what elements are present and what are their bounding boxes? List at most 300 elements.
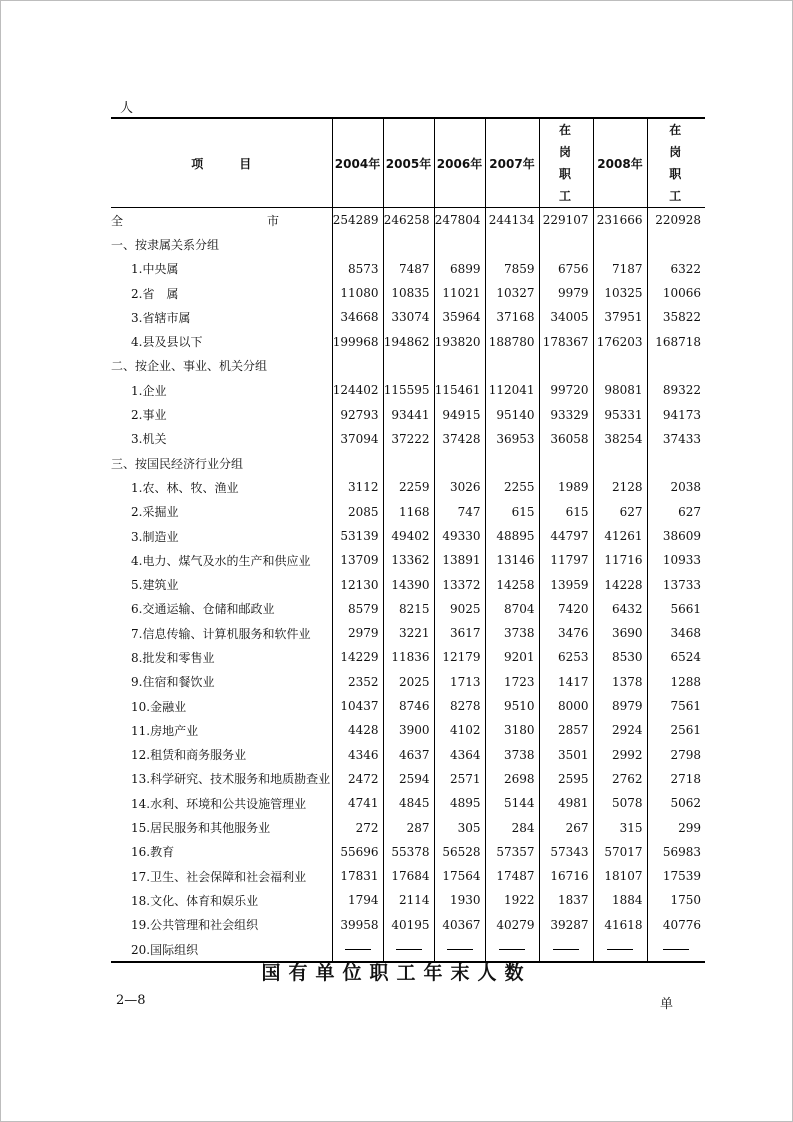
row-label-text: 1.农、林、牧、渔业 — [131, 480, 239, 495]
value-cell: 94915 — [434, 402, 485, 426]
value-cell: 7487 — [383, 257, 434, 281]
value-cell: 168718 — [647, 329, 705, 353]
value-cell: 11797 — [539, 548, 593, 572]
table-row — [111, 913, 705, 937]
value-cell: 35822 — [647, 305, 705, 329]
value-cell: 2128 — [593, 475, 647, 499]
row-label-text: 14.水利、环境和公共设施管理业 — [131, 796, 307, 811]
value-cell: 1723 — [485, 670, 539, 694]
value-cell: 13959 — [539, 572, 593, 596]
table-row — [111, 354, 705, 378]
row-label-text: 5.建筑业 — [131, 578, 179, 593]
empty-dash — [607, 949, 633, 950]
value-cell: 2762 — [593, 767, 647, 791]
value-cell: 89322 — [647, 378, 705, 402]
value-cell: 193820 — [434, 329, 485, 353]
column-header-2007: 2007年 — [485, 118, 539, 208]
table-row — [111, 767, 705, 791]
value-cell: 49330 — [434, 524, 485, 548]
table-code: 2—8 — [116, 993, 146, 1008]
table-row — [111, 402, 705, 426]
value-cell: 37433 — [647, 427, 705, 451]
row-label-text: 2.事业 — [131, 408, 167, 423]
value-cell: 13146 — [485, 548, 539, 572]
value-cell: 41261 — [593, 524, 647, 548]
value-cell: 3900 — [383, 718, 434, 742]
value-cell: 1884 — [593, 888, 647, 912]
row-label-text: 全 市 — [111, 213, 320, 228]
value-cell: 2924 — [593, 718, 647, 742]
value-cell — [332, 451, 383, 475]
value-cell: 2594 — [383, 767, 434, 791]
value-cell: 1922 — [485, 888, 539, 912]
empty-dash — [663, 949, 689, 950]
employment-table — [111, 117, 714, 963]
value-cell: 13891 — [434, 548, 485, 572]
value-cell: 194862 — [383, 329, 434, 353]
table-row — [111, 232, 705, 256]
value-cell: 2352 — [332, 670, 383, 694]
row-label-text: 二、按企业、事业、机关分组 — [111, 359, 268, 374]
value-cell: 3501 — [539, 743, 593, 767]
value-cell: 37428 — [434, 427, 485, 451]
column-header-on-post-2007 — [539, 118, 604, 208]
value-cell: 3617 — [434, 621, 485, 645]
row-label-text: 15.居民服务和其他服务业 — [131, 821, 271, 836]
value-cell: 1713 — [434, 670, 485, 694]
value-cell: 40367 — [434, 913, 485, 937]
value-cell: 2259 — [383, 475, 434, 499]
value-cell: 5078 — [593, 791, 647, 815]
value-cell — [593, 354, 647, 378]
value-cell: 112041 — [485, 378, 539, 402]
unit-label-tail: 人 — [120, 101, 134, 116]
column-header-2005: 2005年 — [383, 118, 434, 208]
value-cell: 14229 — [332, 645, 383, 669]
empty-dash — [447, 949, 473, 950]
value-cell — [332, 232, 383, 256]
value-cell: 9025 — [434, 597, 485, 621]
row-label — [111, 670, 332, 694]
value-cell: 10835 — [383, 281, 434, 305]
value-cell — [647, 451, 705, 475]
row-label — [111, 694, 332, 718]
value-cell: 12179 — [434, 645, 485, 669]
row-label-text: 11.房地产业 — [131, 723, 199, 738]
value-cell: 9510 — [485, 694, 539, 718]
value-cell: 37222 — [383, 427, 434, 451]
value-cell: 98081 — [593, 378, 647, 402]
empty-dash — [345, 949, 371, 950]
table-body — [111, 208, 705, 963]
value-cell: 8000 — [539, 694, 593, 718]
value-cell — [383, 354, 434, 378]
table-row — [111, 524, 705, 548]
row-label — [111, 232, 332, 256]
value-cell: 115461 — [434, 378, 485, 402]
row-label-text: 18.文化、体育和娱乐业 — [131, 893, 259, 908]
value-cell: 231666 — [593, 208, 647, 233]
value-cell: 8704 — [485, 597, 539, 621]
value-cell: 13362 — [383, 548, 434, 572]
value-cell: 38609 — [647, 524, 705, 548]
table-row — [111, 378, 705, 402]
table-row — [111, 475, 705, 499]
value-cell: 34668 — [332, 305, 383, 329]
value-cell: 57343 — [539, 840, 593, 864]
row-label — [111, 305, 332, 329]
value-cell: 93329 — [539, 402, 593, 426]
value-cell: 4845 — [383, 791, 434, 815]
value-cell: 34005 — [539, 305, 593, 329]
value-cell: 56528 — [434, 840, 485, 864]
value-cell: 2798 — [647, 743, 705, 767]
value-cell: 8215 — [383, 597, 434, 621]
value-cell — [593, 451, 647, 475]
value-cell: 17684 — [383, 864, 434, 888]
table-row — [111, 791, 705, 815]
row-label — [111, 888, 332, 912]
row-label-text: 3.机关 — [131, 432, 167, 447]
value-cell: 4102 — [434, 718, 485, 742]
value-cell: 17564 — [434, 864, 485, 888]
table-row — [111, 500, 705, 524]
value-cell: 2085 — [332, 500, 383, 524]
value-cell — [539, 354, 593, 378]
value-cell: 4981 — [539, 791, 593, 815]
value-cell: 4637 — [383, 743, 434, 767]
row-label-text: 2.采掘业 — [131, 505, 179, 520]
value-cell: 3112 — [332, 475, 383, 499]
value-cell: 3690 — [593, 621, 647, 645]
value-cell: 56983 — [647, 840, 705, 864]
value-cell: 17539 — [647, 864, 705, 888]
value-cell: 17831 — [332, 864, 383, 888]
value-cell: 1288 — [647, 670, 705, 694]
value-cell: 14258 — [485, 572, 539, 596]
value-cell: 17487 — [485, 864, 539, 888]
value-cell: 1930 — [434, 888, 485, 912]
value-cell: 3221 — [383, 621, 434, 645]
value-cell: 4346 — [332, 743, 383, 767]
value-cell: 8579 — [332, 597, 383, 621]
row-label-text: 2.省 属 — [131, 286, 179, 301]
row-label — [111, 913, 332, 937]
value-cell: 57017 — [593, 840, 647, 864]
value-cell: 7561 — [647, 694, 705, 718]
value-cell: 16716 — [539, 864, 593, 888]
table-row — [111, 815, 705, 839]
value-cell: 6756 — [539, 257, 593, 281]
value-cell: 1168 — [383, 500, 434, 524]
value-cell: 40279 — [485, 913, 539, 937]
value-cell: 5661 — [647, 597, 705, 621]
value-cell: 6524 — [647, 645, 705, 669]
value-cell: 627 — [593, 500, 647, 524]
row-label-text: 一、按隶属关系分组 — [111, 237, 220, 252]
value-cell: 2992 — [593, 743, 647, 767]
value-cell — [647, 354, 705, 378]
empty-dash — [499, 949, 525, 950]
value-cell: 40776 — [647, 913, 705, 937]
value-cell: 2979 — [332, 621, 383, 645]
value-cell: 11836 — [383, 645, 434, 669]
row-label-text: 1.企业 — [131, 383, 167, 398]
value-cell: 2718 — [647, 767, 705, 791]
value-cell: 8530 — [593, 645, 647, 669]
row-label-text: 3.省辖市属 — [131, 310, 191, 325]
value-cell — [539, 232, 593, 256]
value-cell: 33074 — [383, 305, 434, 329]
page-title: 国有单位职工年末人数 — [261, 962, 532, 984]
value-cell: 1378 — [593, 670, 647, 694]
table-row — [111, 208, 705, 233]
value-cell: 11716 — [593, 548, 647, 572]
value-cell: 11080 — [332, 281, 383, 305]
value-cell: 2114 — [383, 888, 434, 912]
value-cell — [434, 451, 485, 475]
value-cell: 5062 — [647, 791, 705, 815]
value-cell: 7420 — [539, 597, 593, 621]
value-cell: 3180 — [485, 718, 539, 742]
row-label — [111, 815, 332, 839]
value-cell: 92793 — [332, 402, 383, 426]
row-label — [111, 524, 332, 548]
table-row — [111, 329, 705, 353]
value-cell: 10437 — [332, 694, 383, 718]
value-cell: 2571 — [434, 767, 485, 791]
row-label-text: 19.公共管理和社会组织 — [131, 918, 259, 933]
value-cell: 10066 — [647, 281, 705, 305]
row-label — [111, 354, 332, 378]
table-row — [111, 548, 705, 572]
row-label — [111, 743, 332, 767]
row-label-text: 12.租赁和商务服务业 — [131, 748, 247, 763]
table-row — [111, 621, 705, 645]
value-cell: 6322 — [647, 257, 705, 281]
row-label — [111, 621, 332, 645]
row-label-text: 7.信息传输、计算机服务和软件业 — [131, 626, 311, 641]
value-cell: 44797 — [539, 524, 593, 548]
row-label — [111, 572, 332, 596]
value-cell — [485, 354, 539, 378]
value-cell: 3026 — [434, 475, 485, 499]
value-cell: 176203 — [593, 329, 647, 353]
row-label — [111, 329, 332, 353]
row-label-text: 1.中央属 — [131, 262, 179, 277]
value-cell: 4428 — [332, 718, 383, 742]
value-cell: 41618 — [593, 913, 647, 937]
row-label-text: 4.电力、煤气及水的生产和供应业 — [131, 553, 311, 568]
value-cell: 305 — [434, 815, 485, 839]
row-label — [111, 548, 332, 572]
column-header-line: 职 工 — [558, 167, 604, 203]
row-label — [111, 402, 332, 426]
value-cell: 35964 — [434, 305, 485, 329]
value-cell: 13372 — [434, 572, 485, 596]
value-cell: 199968 — [332, 329, 383, 353]
row-label-text: 三、按国民经济行业分组 — [111, 456, 244, 471]
value-cell: 10327 — [485, 281, 539, 305]
value-cell: 37951 — [593, 305, 647, 329]
column-header-2006: 2006年 — [434, 118, 485, 208]
value-cell: 615 — [485, 500, 539, 524]
value-cell: 38254 — [593, 427, 647, 451]
table-row — [111, 305, 705, 329]
table-row — [111, 257, 705, 281]
value-cell: 10325 — [593, 281, 647, 305]
value-cell: 3738 — [485, 743, 539, 767]
value-cell: 2561 — [647, 718, 705, 742]
value-cell: 315 — [593, 815, 647, 839]
value-cell — [332, 354, 383, 378]
value-cell: 55696 — [332, 840, 383, 864]
value-cell: 93441 — [383, 402, 434, 426]
value-cell: 13733 — [647, 572, 705, 596]
value-cell: 2255 — [485, 475, 539, 499]
row-label — [111, 257, 332, 281]
row-label-text: 16.教育 — [131, 845, 175, 860]
column-header-line: 职 工 — [669, 167, 714, 203]
row-label-text: 6.交通运输、仓储和邮政业 — [131, 602, 275, 617]
value-cell: 36953 — [485, 427, 539, 451]
value-cell — [383, 232, 434, 256]
value-cell: 53139 — [332, 524, 383, 548]
value-cell: 115595 — [383, 378, 434, 402]
value-cell: 178367 — [539, 329, 593, 353]
value-cell: 39287 — [539, 913, 593, 937]
row-label — [111, 597, 332, 621]
value-cell: 2472 — [332, 767, 383, 791]
value-cell: 2595 — [539, 767, 593, 791]
value-cell: 5144 — [485, 791, 539, 815]
value-cell: 247804 — [434, 208, 485, 233]
column-header-on-post-2008 — [647, 118, 714, 208]
value-cell: 229107 — [539, 208, 593, 233]
value-cell: 7187 — [593, 257, 647, 281]
value-cell — [434, 354, 485, 378]
table-row — [111, 281, 705, 305]
value-cell — [593, 232, 647, 256]
row-label — [111, 791, 332, 815]
value-cell: 287 — [383, 815, 434, 839]
value-cell: 4741 — [332, 791, 383, 815]
table-header-row — [111, 118, 705, 208]
row-label — [111, 645, 332, 669]
row-label — [111, 208, 332, 233]
unit-label-head: 单 — [660, 997, 674, 1012]
value-cell: 2025 — [383, 670, 434, 694]
value-cell: 284 — [485, 815, 539, 839]
value-cell — [647, 232, 705, 256]
value-cell: 299 — [647, 815, 705, 839]
value-cell: 2857 — [539, 718, 593, 742]
table-row — [111, 864, 705, 888]
value-cell: 14228 — [593, 572, 647, 596]
table-row — [111, 694, 705, 718]
value-cell: 37168 — [485, 305, 539, 329]
row-label — [111, 475, 332, 499]
value-cell: 2038 — [647, 475, 705, 499]
value-cell: 6899 — [434, 257, 485, 281]
value-cell: 57357 — [485, 840, 539, 864]
value-cell: 94173 — [647, 402, 705, 426]
value-cell: 95140 — [485, 402, 539, 426]
value-cell — [539, 451, 593, 475]
row-label-text: 9.住宿和餐饮业 — [131, 675, 215, 690]
column-header-line: 在 岗 — [558, 123, 604, 159]
row-label-text: 13.科学研究、技术服务和地质勘查业 — [131, 772, 331, 787]
value-cell: 36058 — [539, 427, 593, 451]
value-cell: 48895 — [485, 524, 539, 548]
column-header-item: 项 目 — [111, 118, 332, 208]
row-label — [111, 378, 332, 402]
empty-dash — [553, 949, 579, 950]
value-cell: 3738 — [485, 621, 539, 645]
value-cell: 267 — [539, 815, 593, 839]
value-cell: 99720 — [539, 378, 593, 402]
value-cell — [485, 451, 539, 475]
row-label — [111, 427, 332, 451]
value-cell: 39958 — [332, 913, 383, 937]
value-cell: 8979 — [593, 694, 647, 718]
value-cell: 1794 — [332, 888, 383, 912]
value-cell: 8746 — [383, 694, 434, 718]
value-cell: 4364 — [434, 743, 485, 767]
value-cell: 244134 — [485, 208, 539, 233]
value-cell: 18107 — [593, 864, 647, 888]
value-cell: 12130 — [332, 572, 383, 596]
column-header-2004: 2004年 — [332, 118, 383, 208]
value-cell: 8573 — [332, 257, 383, 281]
table-row — [111, 743, 705, 767]
value-cell — [434, 232, 485, 256]
row-label-text: 10.金融业 — [131, 699, 187, 714]
value-cell: 7859 — [485, 257, 539, 281]
value-cell: 747 — [434, 500, 485, 524]
value-cell: 124402 — [332, 378, 383, 402]
column-header-2008: 2008年 — [593, 118, 647, 208]
value-cell: 14390 — [383, 572, 434, 596]
value-cell: 4895 — [434, 791, 485, 815]
value-cell: 1989 — [539, 475, 593, 499]
value-cell: 9201 — [485, 645, 539, 669]
value-cell: 1417 — [539, 670, 593, 694]
value-cell: 627 — [647, 500, 705, 524]
row-label-text: 20.国际组织 — [131, 942, 199, 957]
table-row — [111, 670, 705, 694]
value-cell: 220928 — [647, 208, 705, 233]
table-row — [111, 888, 705, 912]
row-label — [111, 767, 332, 791]
row-label — [111, 840, 332, 864]
table-row — [111, 427, 705, 451]
value-cell: 11021 — [434, 281, 485, 305]
empty-dash — [396, 949, 422, 950]
row-label — [111, 451, 332, 475]
value-cell: 2698 — [485, 767, 539, 791]
table-row — [111, 645, 705, 669]
value-cell: 615 — [539, 500, 593, 524]
value-cell — [383, 451, 434, 475]
value-cell: 3476 — [539, 621, 593, 645]
value-cell: 95331 — [593, 402, 647, 426]
value-cell: 1750 — [647, 888, 705, 912]
value-cell: 8278 — [434, 694, 485, 718]
column-header-line: 在 岗 — [669, 123, 714, 159]
value-cell: 49402 — [383, 524, 434, 548]
row-label — [111, 281, 332, 305]
